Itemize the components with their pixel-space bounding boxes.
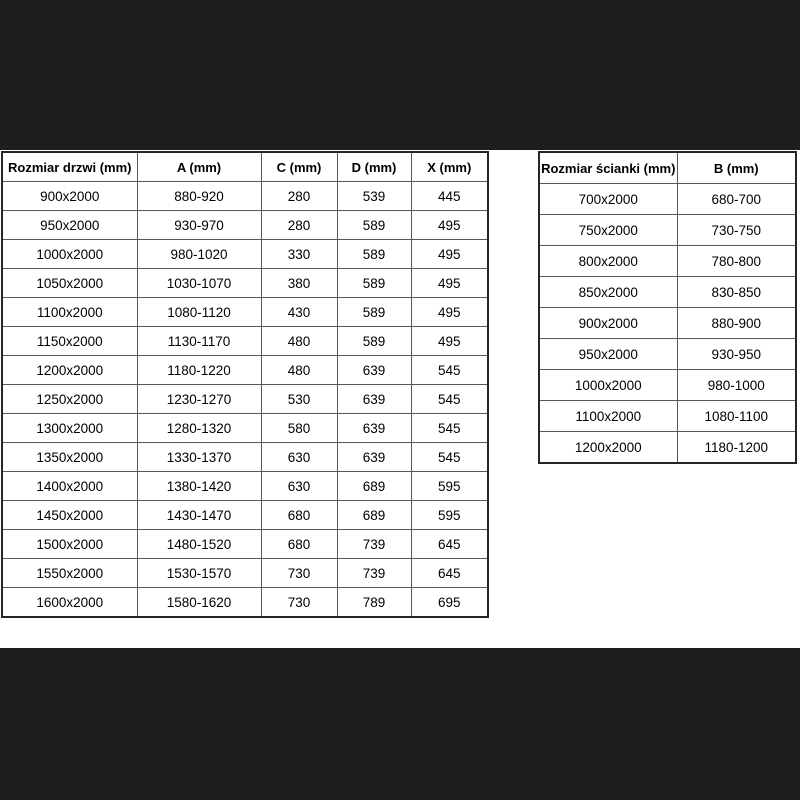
- table-row: [539, 339, 796, 370]
- table-row: [539, 432, 796, 464]
- wall-table-header-row: [539, 152, 796, 184]
- cell: 1100x2000: [2, 298, 137, 327]
- column-header: D (mm): [337, 152, 411, 182]
- wall-size-table: [538, 151, 797, 464]
- cell: 495: [411, 327, 488, 356]
- door-table-body: [2, 182, 488, 618]
- cell: 850x2000: [539, 277, 677, 308]
- cell: 1480-1520: [137, 530, 261, 559]
- table-row: [2, 240, 488, 269]
- column-header: Rozmiar drzwi (mm): [2, 152, 137, 182]
- table-row: [2, 385, 488, 414]
- cell: 689: [337, 501, 411, 530]
- cell: 1250x2000: [2, 385, 137, 414]
- cell: 545: [411, 414, 488, 443]
- cell: 545: [411, 385, 488, 414]
- table-row: [539, 215, 796, 246]
- table-row: [2, 182, 488, 211]
- table-row: [2, 414, 488, 443]
- table-row: [539, 370, 796, 401]
- table-row: [539, 277, 796, 308]
- cell: 1550x2000: [2, 559, 137, 588]
- table-row: [539, 246, 796, 277]
- cell: 280: [261, 182, 337, 211]
- cell: 800x2000: [539, 246, 677, 277]
- table-row: [2, 530, 488, 559]
- cell: 589: [337, 327, 411, 356]
- cell: 1000x2000: [2, 240, 137, 269]
- cell: 880-900: [677, 308, 796, 339]
- table-row: [2, 588, 488, 618]
- cell: 730-750: [677, 215, 796, 246]
- cell: 1200x2000: [539, 432, 677, 464]
- cell: 589: [337, 269, 411, 298]
- cell: 1030-1070: [137, 269, 261, 298]
- cell: 1180-1220: [137, 356, 261, 385]
- cell: 1230-1270: [137, 385, 261, 414]
- table-row: [2, 559, 488, 588]
- cell: 639: [337, 414, 411, 443]
- cell: 639: [337, 385, 411, 414]
- cell: 1330-1370: [137, 443, 261, 472]
- cell: 280: [261, 211, 337, 240]
- cell: 1280-1320: [137, 414, 261, 443]
- cell: 630: [261, 472, 337, 501]
- cell: 1430-1470: [137, 501, 261, 530]
- cell: 1600x2000: [2, 588, 137, 618]
- cell: 680: [261, 530, 337, 559]
- cell: 330: [261, 240, 337, 269]
- cell: 495: [411, 240, 488, 269]
- table-row: [2, 298, 488, 327]
- column-header: Rozmiar ścianki (mm): [539, 152, 677, 184]
- cell: 730: [261, 588, 337, 618]
- cell: 445: [411, 182, 488, 211]
- cell: 680: [261, 501, 337, 530]
- cell: 589: [337, 211, 411, 240]
- cell: 530: [261, 385, 337, 414]
- cell: 1300x2000: [2, 414, 137, 443]
- table-row: [539, 184, 796, 215]
- table-row: [539, 308, 796, 339]
- wall-table-body: [539, 184, 796, 464]
- table-row: [2, 501, 488, 530]
- cell: 1080-1100: [677, 401, 796, 432]
- cell: 1180-1200: [677, 432, 796, 464]
- cell: 950x2000: [539, 339, 677, 370]
- cell: 1580-1620: [137, 588, 261, 618]
- table-row: [2, 356, 488, 385]
- table-row: [2, 472, 488, 501]
- cell: 739: [337, 530, 411, 559]
- column-header: C (mm): [261, 152, 337, 182]
- cell: 595: [411, 472, 488, 501]
- cell: 680-700: [677, 184, 796, 215]
- cell: 730: [261, 559, 337, 588]
- table-row: [2, 443, 488, 472]
- cell: 1500x2000: [2, 530, 137, 559]
- cell: 595: [411, 501, 488, 530]
- cell: 1150x2000: [2, 327, 137, 356]
- tables-panel: [0, 150, 800, 648]
- cell: 545: [411, 443, 488, 472]
- cell: 1050x2000: [2, 269, 137, 298]
- cell: 495: [411, 298, 488, 327]
- cell: 1450x2000: [2, 501, 137, 530]
- cell: 539: [337, 182, 411, 211]
- cell: 900x2000: [539, 308, 677, 339]
- cell: 1130-1170: [137, 327, 261, 356]
- cell: 750x2000: [539, 215, 677, 246]
- door-size-table: [1, 151, 489, 618]
- table-row: [2, 211, 488, 240]
- cell: 695: [411, 588, 488, 618]
- cell: 645: [411, 559, 488, 588]
- table-row: [2, 269, 488, 298]
- cell: 639: [337, 443, 411, 472]
- cell: 645: [411, 530, 488, 559]
- cell: 430: [261, 298, 337, 327]
- cell: 1000x2000: [539, 370, 677, 401]
- cell: 545: [411, 356, 488, 385]
- cell: 1100x2000: [539, 401, 677, 432]
- cell: 580: [261, 414, 337, 443]
- table-row: [539, 401, 796, 432]
- cell: 589: [337, 298, 411, 327]
- cell: 950x2000: [2, 211, 137, 240]
- cell: 1350x2000: [2, 443, 137, 472]
- column-header: A (mm): [137, 152, 261, 182]
- cell: 780-800: [677, 246, 796, 277]
- cell: 480: [261, 356, 337, 385]
- cell: 639: [337, 356, 411, 385]
- cell: 1400x2000: [2, 472, 137, 501]
- cell: 739: [337, 559, 411, 588]
- cell: 980-1000: [677, 370, 796, 401]
- cell: 930-950: [677, 339, 796, 370]
- cell: 495: [411, 211, 488, 240]
- cell: 380: [261, 269, 337, 298]
- cell: 880-920: [137, 182, 261, 211]
- cell: 1200x2000: [2, 356, 137, 385]
- cell: 495: [411, 269, 488, 298]
- column-header: B (mm): [677, 152, 796, 184]
- cell: 689: [337, 472, 411, 501]
- column-header: X (mm): [411, 152, 488, 182]
- cell: 480: [261, 327, 337, 356]
- cell: 1530-1570: [137, 559, 261, 588]
- cell: 900x2000: [2, 182, 137, 211]
- cell: 1380-1420: [137, 472, 261, 501]
- cell: 789: [337, 588, 411, 618]
- cell: 830-850: [677, 277, 796, 308]
- cell: 630: [261, 443, 337, 472]
- cell: 700x2000: [539, 184, 677, 215]
- door-table-header-row: [2, 152, 488, 182]
- cell: 1080-1120: [137, 298, 261, 327]
- cell: 930-970: [137, 211, 261, 240]
- cell: 589: [337, 240, 411, 269]
- table-row: [2, 327, 488, 356]
- cell: 980-1020: [137, 240, 261, 269]
